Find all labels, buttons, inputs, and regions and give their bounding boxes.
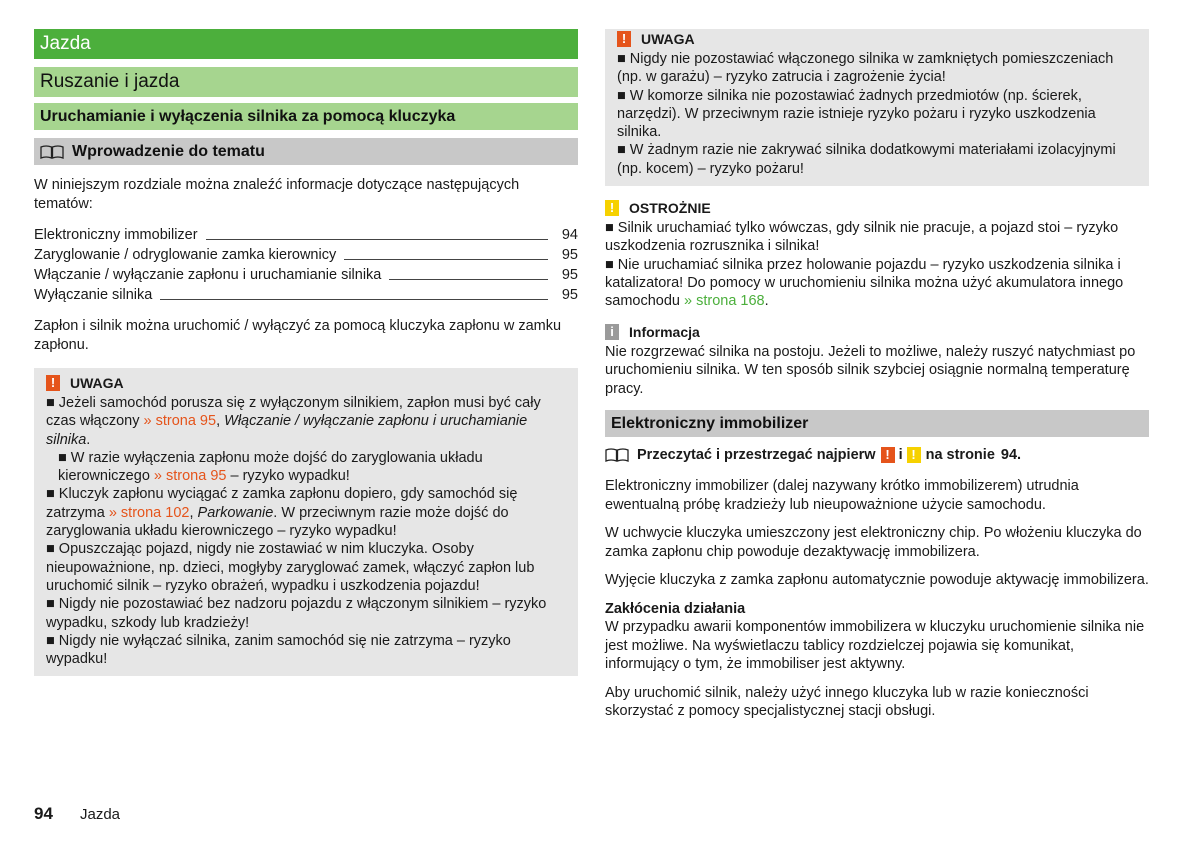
read-first-text: Przeczytać i przestrzegać najpierw	[637, 447, 876, 464]
warning-item: ■ Nigdy nie pozostawiać włączonego silnika w zamkniętych pomieszczeniach (np. w garażu) – ryzyko zatrucia i zagrożenie życia!	[617, 51, 1114, 86]
caution-icon: !	[907, 447, 921, 463]
warning-item: ■ Kluczyk zapłonu wyciągać z zamka zapłonu dopiero, gdy samochód się zatrzyma » strona 102, Parkowanie. W przeciwnym razie może dojść do zaryglowania układu kierowniczego – ryzyko wypadku!	[46, 486, 518, 540]
toc-row[interactable]	[34, 245, 578, 265]
toc-label: Wyłączanie silnika	[34, 287, 153, 303]
paragraph: W uchwycie kluczyka umieszczony jest elektroniczny chip. Po włożeniu kluczyka do zamka zapłonu chip powoduje dezaktywację immobilizera.	[605, 525, 1142, 560]
warning-icon: !	[617, 31, 631, 47]
toc-page: 95	[561, 267, 578, 283]
caution-title: OSTROŻNIE	[629, 200, 711, 217]
warning-item: ■ W razie wyłączenia zapłonu może dojść do zaryglowania układu kierowniczego » strona 95 – ryzyko wypadku!	[58, 449, 483, 485]
info-title: Informacja	[629, 323, 700, 340]
footer-chapter: Jazda	[80, 806, 121, 823]
warning-box	[605, 29, 1149, 186]
toc-row[interactable]	[34, 225, 578, 245]
intro-text: W niniejszym rozdziale można znaleźć informacje dotyczące następujących tematów:	[34, 177, 520, 212]
subsection-heading: Uruchamianie i wyłączenia silnika za pomocą kluczyka	[34, 103, 578, 130]
after-toc-text: Zapłon i silnik można uruchomić / wyłączyć za pomocą kluczyka zapłonu w zamku zapłonu.	[34, 318, 562, 353]
warning-item: ■ W komorze silnika nie pozostawiać żadnych przedmiotów (np. ścierek, narzędzi). W przeciwnym razie istnieje ryzyko pożaru i ryzyko uszkodzenia silnika.	[617, 87, 1096, 141]
toc-label: Elektroniczny immobilizer	[34, 227, 198, 243]
chapter-heading: Jazda	[34, 29, 578, 59]
warning-box	[34, 368, 578, 676]
page-link[interactable]: » strona 95	[153, 468, 227, 485]
warning-icon: !	[881, 447, 895, 463]
toc-leader	[344, 259, 548, 260]
read-first-page[interactable]: 94.	[1000, 447, 1022, 464]
warning-item: ■ W żadnym razie nie zakrywać silnika dodatkowymi materiałami izolacyjnymi (np. kocem) – ryzyko pożaru!	[617, 142, 1116, 177]
toc-leader	[160, 299, 548, 300]
read-first-onpage: na stronie	[925, 447, 995, 464]
section-heading: Ruszanie i jazda	[34, 67, 578, 97]
topic-heading	[34, 138, 578, 165]
paragraph: Elektroniczny immobilizer (dalej nazywany krótko immobilizerem) utrudnia ewentualną próbę kradzieży lub nieupoważnione użycie samochodu.	[605, 478, 1079, 513]
warning-header	[46, 374, 566, 392]
info-header	[605, 323, 1149, 341]
page-number: 94	[34, 804, 53, 823]
caution-header	[605, 199, 1149, 217]
warning-icon: !	[46, 375, 60, 391]
toc-label: Zaryglowanie / odryglowanie zamka kierownicy	[34, 247, 337, 263]
warning-item: ■ Jeżeli samochód porusza się z wyłączonym silnikiem, zapłon musi być cały czas włączony » strona 95, Włączanie / wyłączanie zapłonu i uruchamianie silnika.	[46, 395, 541, 448]
toc-list	[34, 225, 578, 305]
read-first-and: i	[898, 447, 903, 464]
info-icon: i	[605, 324, 619, 340]
info-text: Nie rozgrzewać silnika na postoju. Jeżeli to możliwe, należy ruszyć natychmiast po uruchomieniu silnika. W ten sposób silnik szybciej osiągnie normalną temperaturę pracy.	[605, 343, 1136, 397]
book-icon	[605, 448, 629, 462]
caution-item: ■ Nie uruchamiać silnika przez holowanie pojazdu – ryzyko uszkodzenia silnika i katalizatora! Do pomocy w uruchomieniu silnika można użyć akumulatora innego samochodu » strona 168.	[605, 256, 1124, 310]
caution-item: ■ Silnik uruchamiać tylko wówczas, gdy silnik nie pracuje, a pojazd stoi – ryzyko uszkodzenia rozrusznika i silnika!	[605, 220, 1119, 255]
warning-title: UWAGA	[70, 375, 124, 391]
warning-item: ■ Opuszczając pojazd, nigdy nie zostawiać w nim kluczyka. Osoby nieupoważnione, np. dzieci, mogłyby zaryglować zamek, włączyć zapłon lub uruchomić silnik – ryzyko obrażeń, wypadku i uszkodzenia pojazdu!	[46, 541, 535, 594]
toc-page: 94	[561, 227, 578, 243]
paragraph: W przypadku awarii komponentów immobilizera w kluczyku uruchomienie silnika nie jest możliwe. Na wyświetlaczu tablicy rozdzielczej pojawia się komunikat, informujący o tym, że immobiliser jest aktywny.	[605, 619, 1145, 673]
toc-leader	[389, 279, 548, 280]
warning-item: ■ Nigdy nie wyłączać silnika, zanim samochód się nie zatrzyma – ryzyko wypadku!	[46, 632, 511, 668]
toc-page: 95	[561, 287, 578, 303]
warning-header	[617, 30, 1137, 48]
fault-heading: Zakłócenia działania	[605, 600, 746, 617]
page-link[interactable]: » strona 95	[143, 413, 217, 430]
read-first-line	[605, 445, 1149, 465]
toc-label: Włączanie / wyłączanie zapłonu i uruchamianie silnika	[34, 267, 382, 283]
toc-row[interactable]	[34, 265, 578, 285]
immobilizer-heading: Elektroniczny immobilizer	[605, 410, 1149, 437]
topic-title: Wprowadzenie do tematu	[72, 143, 265, 160]
toc-page: 95	[561, 247, 578, 263]
paragraph: Wyjęcie kluczyka z zamka zapłonu automatycznie powoduje aktywację immobilizera.	[605, 572, 1149, 589]
toc-row[interactable]	[34, 285, 578, 305]
right-column	[605, 29, 1149, 721]
caution-icon: !	[605, 200, 619, 216]
page-link[interactable]: » strona 168	[684, 293, 765, 310]
warning-title: UWAGA	[641, 31, 695, 47]
paragraph: Aby uruchomić silnik, należy użyć innego kluczyka lub w razie konieczności skorzystać z pomocy specjalistycznej stacji obsługi.	[605, 684, 1089, 720]
book-icon	[40, 145, 64, 159]
page-link[interactable]: » strona 102	[108, 504, 190, 521]
left-column	[34, 29, 578, 676]
toc-leader	[206, 239, 548, 240]
warning-item: ■ Nigdy nie pozostawiać bez nadzoru pojazdu z włączonym silnikiem – ryzyko wypadku, szkody lub kradzieży!	[46, 596, 547, 631]
